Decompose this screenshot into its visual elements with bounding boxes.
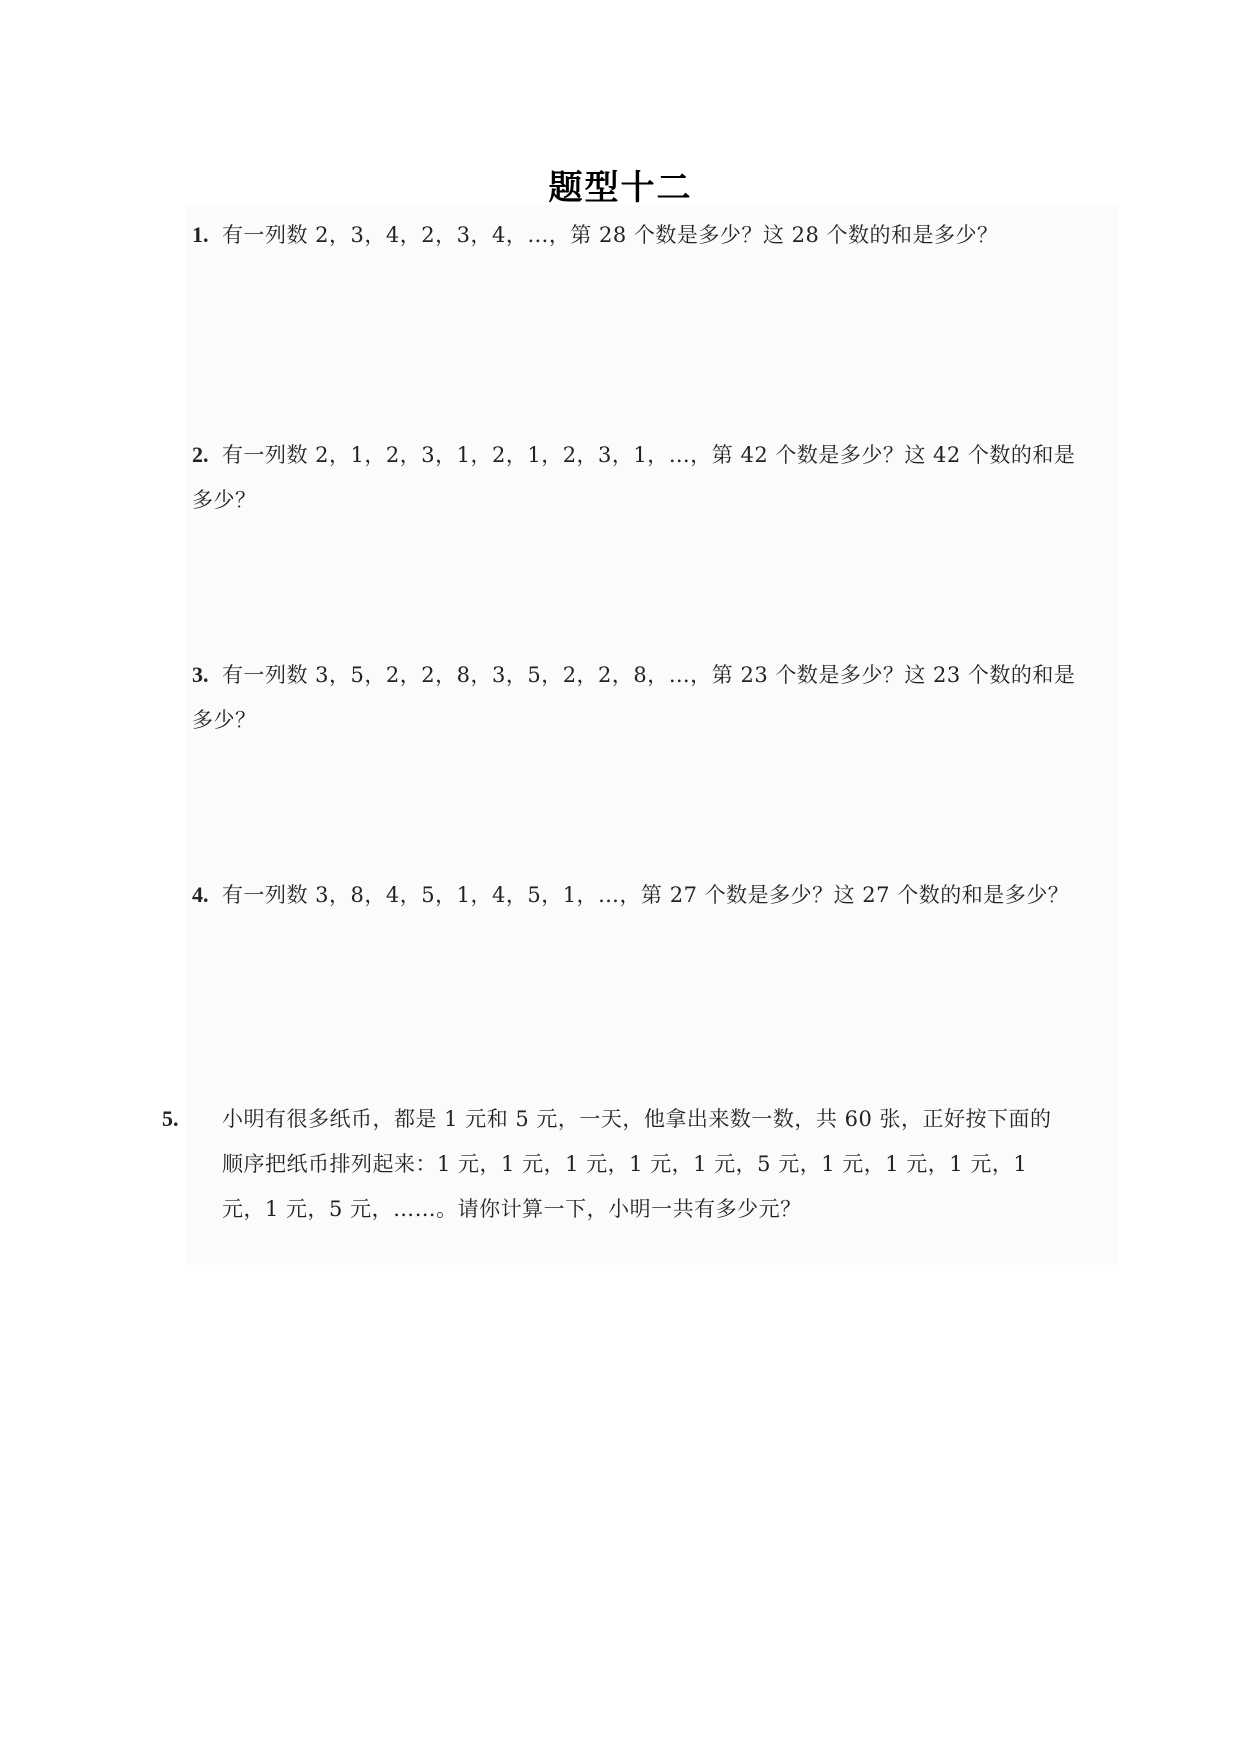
question-text: 有一列数 3，5，2，2，8，3，5，2，2，8，…，第 23 个数是多少？这 23 个数的和是多少？	[192, 663, 1076, 732]
question-number: 3.	[192, 662, 209, 687]
page-title: 题型十二	[548, 168, 693, 208]
question-text: 有一列数 2，1，2，3，1，2，1，2，3，1，…，第 42 个数是多少？这 42 个数的和是多少？	[192, 443, 1076, 512]
question-5	[162, 1096, 1072, 1232]
question-1	[192, 212, 1092, 258]
question-number: 5.	[162, 1106, 179, 1131]
question-2	[192, 432, 1092, 523]
question-4	[192, 872, 1092, 918]
question-5-body	[162, 1096, 1072, 1232]
question-text: 小明有很多纸币，都是 1 元和 5 元，一天，他拿出来数一数，共 60 张，正好按下面的顺序把纸币排列起来：1 元，1 元，1 元，1 元，1 元，5 元，1 元，1 元，1 元，1 元，1 元，5 元，……。请你计算一下，小明一共有多少元？	[222, 1107, 1052, 1221]
question-number: 2.	[192, 442, 209, 467]
question-number: 4.	[192, 882, 209, 907]
question-text: 有一列数 2，3，4，2，3，4，…，第 28 个数是多少？这 28 个数的和是多少？	[222, 223, 999, 247]
question-number: 1.	[192, 222, 209, 247]
question-3	[192, 652, 1092, 743]
question-text: 有一列数 3，8，4，5，1，4，5，1，…，第 27 个数是多少？这 27 个数的和是多少？	[222, 883, 1070, 907]
